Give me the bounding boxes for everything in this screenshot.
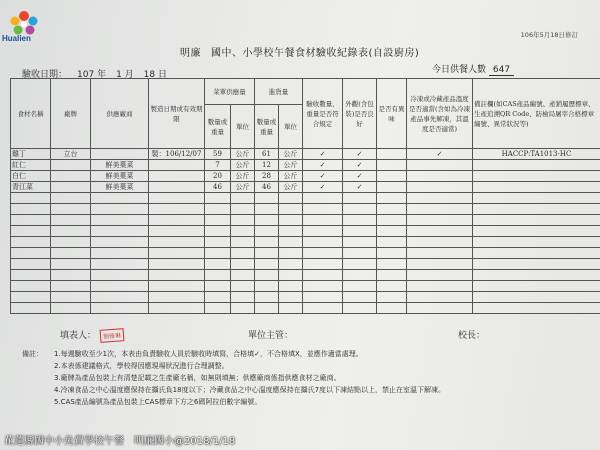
cell-name: 紅仁 [11, 160, 51, 171]
cell-appearance [343, 303, 377, 314]
meal-count [432, 62, 514, 75]
cell-recv-qty [255, 303, 279, 314]
cell-cert [473, 259, 600, 270]
notes-list [22, 348, 445, 408]
cell-mfg [149, 237, 205, 248]
table-row [11, 149, 600, 160]
cell-frozen [407, 237, 473, 248]
cell-name [11, 281, 51, 292]
cell-appearance: ✓ [343, 171, 377, 182]
col-header-recv-group: 進貨量 [255, 79, 303, 105]
cell-mfg [149, 303, 205, 314]
cell-recv-unit [279, 292, 303, 303]
col-header-cert: 備註欄(如CAS產品編號、產銷履歷標章、生產追溯QR Code、防檢局屠宰合格標章編號、異常狀況等) [473, 79, 600, 149]
cell-frozen [407, 281, 473, 292]
date-month: 1 月 [116, 70, 134, 80]
cell-odor [377, 215, 407, 226]
table-row [11, 281, 600, 292]
cell-odor [377, 281, 407, 292]
cell-cert [473, 303, 600, 314]
cell-cert [473, 171, 600, 182]
cell-cert [473, 226, 600, 237]
cell-mfg [149, 226, 205, 237]
cell-cert [473, 281, 600, 292]
meal-count-value: 647 [489, 65, 514, 76]
col-header-menu-unit: 單位 [231, 105, 255, 149]
cell-menu-qty [205, 303, 231, 314]
cell-odor [377, 182, 407, 193]
cell-recv-unit [279, 270, 303, 281]
date-year: 107 年 [77, 70, 107, 80]
cell-check: ✓ [303, 149, 343, 160]
table-row [11, 248, 600, 259]
cell-name: 白仁 [11, 171, 51, 182]
cell-menu-qty [205, 204, 231, 215]
cell-cert [473, 182, 600, 193]
cell-appearance: ✓ [343, 182, 377, 193]
photo-caption: 花蓮縣國中小免費學校午餐 明廉國小@2018/1/18 [4, 436, 236, 447]
cell-appearance [343, 259, 377, 270]
cell-mfg: 製：106/12/07 [149, 149, 205, 160]
cell-menu-unit [231, 193, 255, 204]
cell-brand [51, 171, 91, 182]
note-item: 2.本表係建議格式，學校得因應現場狀況進行合理調整。 [54, 362, 229, 370]
col-header-mfg: 製造日期或有效期限 [149, 79, 205, 149]
note-item: 1.每週驗收至少1次，本表由負責驗收人員於驗收時填寫，合格填✓，不合格填X，並應作適當處理。 [54, 350, 363, 358]
cell-odor [377, 193, 407, 204]
cell-appearance [343, 292, 377, 303]
cell-menu-unit [231, 303, 255, 314]
col-header-recv-qty: 數量或重量 [255, 105, 279, 149]
col-header-vendor: 供應廠商 [91, 79, 149, 149]
cell-vendor: 鮮美菓菜 [91, 182, 149, 193]
cell-odor [377, 171, 407, 182]
logo-text: Hualien [2, 34, 31, 43]
cell-odor [377, 160, 407, 171]
cell-brand [51, 281, 91, 292]
cell-check [303, 226, 343, 237]
cell-menu-qty [205, 193, 231, 204]
cell-recv-qty [255, 281, 279, 292]
cell-brand [51, 215, 91, 226]
cell-frozen [407, 171, 473, 182]
table-row [11, 303, 600, 314]
cell-frozen [407, 182, 473, 193]
col-header-frozen: 冷凍或冷藏產品溫度是否適當(含如為冷凍產品事先解凍，其溫度是否適當) [407, 79, 473, 149]
cell-brand [51, 160, 91, 171]
cell-mfg [149, 259, 205, 270]
cell-menu-qty: 59 [205, 149, 231, 160]
cell-appearance [343, 270, 377, 281]
cell-recv-unit [279, 248, 303, 259]
cell-mfg [149, 248, 205, 259]
cell-brand [51, 182, 91, 193]
inspection-table [10, 78, 600, 314]
table-row [11, 160, 600, 171]
cell-vendor [91, 270, 149, 281]
cell-vendor [91, 237, 149, 248]
cell-check [303, 270, 343, 281]
cell-menu-qty [205, 226, 231, 237]
cell-brand [51, 226, 91, 237]
cell-menu-qty [205, 259, 231, 270]
cell-appearance [343, 248, 377, 259]
cell-recv-unit: 公斤 [279, 171, 303, 182]
cell-check [303, 259, 343, 270]
cell-name [11, 259, 51, 270]
cell-recv-unit [279, 281, 303, 292]
cell-appearance [343, 204, 377, 215]
cell-vendor [91, 193, 149, 204]
cell-vendor [91, 149, 149, 160]
cell-brand [51, 237, 91, 248]
cell-name [11, 193, 51, 204]
table-body [11, 149, 600, 314]
cell-appearance: ✓ [343, 149, 377, 160]
cell-recv-unit [279, 215, 303, 226]
form-title [180, 44, 419, 59]
cell-cert [473, 160, 600, 171]
cell-appearance [343, 281, 377, 292]
date-day: 18 日 [143, 70, 167, 80]
cell-menu-qty [205, 248, 231, 259]
cell-recv-unit [279, 226, 303, 237]
revision-date: 106年5月18日修訂 [520, 31, 578, 39]
cell-vendor [91, 259, 149, 270]
cell-frozen [407, 215, 473, 226]
cell-mfg [149, 193, 205, 204]
cell-cert [473, 292, 600, 303]
col-header-recv-unit: 單位 [279, 105, 303, 149]
cell-mfg [149, 204, 205, 215]
cell-frozen [407, 259, 473, 270]
col-header-appearance: 外觀(含包裝)是否良好 [343, 79, 377, 149]
title-text: 國中、小學校午餐食材驗收紀錄表(自設廚房) [211, 48, 420, 59]
notes-label: 備註： [22, 350, 43, 358]
cell-menu-unit [231, 281, 255, 292]
cell-vendor: 鮮美菓菜 [91, 171, 149, 182]
note-item: 3.廠牌為產品包裝上有清楚記載之生產廠名稱，如無則填無；供應廠商係指供應食材之廠商。 [54, 374, 341, 382]
cell-recv-qty [255, 248, 279, 259]
cell-vendor [91, 204, 149, 215]
cell-menu-qty [205, 215, 231, 226]
cell-mfg [149, 292, 205, 303]
cell-check [303, 204, 343, 215]
cell-recv-qty [255, 270, 279, 281]
cell-check [303, 237, 343, 248]
cell-odor [377, 259, 407, 270]
cell-recv-qty [255, 226, 279, 237]
cell-cert [473, 248, 600, 259]
cell-vendor [91, 303, 149, 314]
cell-recv-qty [255, 193, 279, 204]
cell-name [11, 270, 51, 281]
cell-cert: HACCP:TA1013-HC [473, 149, 600, 160]
cell-odor [377, 248, 407, 259]
cell-recv-unit: 公斤 [279, 149, 303, 160]
cell-cert [473, 193, 600, 204]
cell-recv-unit: 公斤 [279, 182, 303, 193]
cell-brand [51, 270, 91, 281]
filler-label: 填表人： [60, 331, 97, 341]
cell-recv-qty: 61 [255, 149, 279, 160]
cell-frozen [407, 226, 473, 237]
cell-mfg [149, 215, 205, 226]
col-header-menu-qty: 數量或重量 [205, 105, 231, 149]
stamp-seal: 簡雅琳 [100, 328, 125, 343]
table-row [11, 259, 600, 270]
cell-mfg [149, 270, 205, 281]
cell-appearance [343, 215, 377, 226]
school-name: 明廉 [180, 48, 201, 59]
cell-vendor [91, 248, 149, 259]
cell-recv-unit: 公斤 [279, 160, 303, 171]
cell-menu-unit [231, 270, 255, 281]
cell-odor [377, 237, 407, 248]
cell-menu-unit [231, 237, 255, 248]
cell-vendor [91, 281, 149, 292]
cell-odor [377, 270, 407, 281]
col-header-menu-group: 菜單供應量 [205, 79, 255, 105]
cell-name: 雞丁 [11, 149, 51, 160]
cell-menu-unit [231, 215, 255, 226]
cell-mfg [149, 182, 205, 193]
cell-appearance [343, 193, 377, 204]
note-item: 4.冷凍食品之中心溫度應保持在攝氏負18度以下；冷藏食品之中心溫度應保持在攝氏7度以下凍結點以上，禁止在室溫下解凍。 [54, 386, 446, 394]
cell-vendor [91, 215, 149, 226]
cell-menu-qty: 20 [205, 171, 231, 182]
cell-frozen: ✓ [407, 149, 473, 160]
cell-menu-unit: 公斤 [231, 171, 255, 182]
table-row [11, 292, 600, 303]
cell-name [11, 215, 51, 226]
cell-menu-unit [231, 248, 255, 259]
table-row [11, 270, 600, 281]
cell-appearance: ✓ [343, 160, 377, 171]
cell-vendor [91, 226, 149, 237]
cell-odor [377, 303, 407, 314]
filler-signature [60, 328, 124, 342]
cell-cert [473, 204, 600, 215]
cell-menu-unit [231, 292, 255, 303]
cell-check [303, 215, 343, 226]
cell-brand: 立台 [51, 149, 91, 160]
cell-menu-qty: 7 [205, 160, 231, 171]
cell-brand [51, 204, 91, 215]
cell-name [11, 292, 51, 303]
cell-cert [473, 215, 600, 226]
cell-name: 青江菜 [11, 182, 51, 193]
cell-menu-qty: 46 [205, 182, 231, 193]
cell-recv-qty: 28 [255, 171, 279, 182]
cell-brand [51, 259, 91, 270]
cell-menu-qty [205, 237, 231, 248]
cell-recv-qty: 46 [255, 182, 279, 193]
cell-appearance [343, 237, 377, 248]
cell-menu-unit: 公斤 [231, 160, 255, 171]
cell-recv-qty [255, 259, 279, 270]
cell-recv-unit [279, 259, 303, 270]
cell-recv-qty [255, 292, 279, 303]
table-row [11, 226, 600, 237]
col-header-check: 驗收數量、重量是否符合規定 [303, 79, 343, 149]
cell-frozen [407, 270, 473, 281]
cell-menu-qty [205, 270, 231, 281]
cell-check [303, 303, 343, 314]
supervisor-label: 單位主管： [248, 331, 294, 341]
table-row [11, 193, 600, 204]
supervisor-signature [248, 328, 293, 341]
cell-check [303, 193, 343, 204]
cell-menu-unit [231, 226, 255, 237]
cell-recv-qty [255, 215, 279, 226]
cell-name [11, 226, 51, 237]
cell-name [11, 248, 51, 259]
cell-recv-unit [279, 303, 303, 314]
principal-signature [458, 328, 485, 341]
table-row [11, 215, 600, 226]
cell-recv-qty [255, 237, 279, 248]
cell-odor [377, 204, 407, 215]
col-header-brand: 廠牌 [51, 79, 91, 149]
cell-cert [473, 237, 600, 248]
cell-brand [51, 303, 91, 314]
col-header-name: 食材名稱 [11, 79, 51, 149]
cell-mfg [149, 171, 205, 182]
cell-odor [377, 292, 407, 303]
cell-vendor [91, 292, 149, 303]
cell-check: ✓ [303, 171, 343, 182]
cell-check [303, 248, 343, 259]
cell-frozen [407, 160, 473, 171]
cell-brand [51, 248, 91, 259]
cell-vendor: 鮮美菓菜 [91, 160, 149, 171]
cell-check: ✓ [303, 182, 343, 193]
cell-mfg [149, 160, 205, 171]
cell-recv-qty [255, 204, 279, 215]
cell-frozen [407, 292, 473, 303]
cell-recv-unit [279, 204, 303, 215]
cell-menu-qty [205, 292, 231, 303]
cell-menu-qty [205, 281, 231, 292]
cell-menu-unit: 公斤 [231, 182, 255, 193]
col-header-odor: 是否有異味 [377, 79, 407, 149]
cell-frozen [407, 303, 473, 314]
cell-frozen [407, 204, 473, 215]
principal-label: 校長： [458, 331, 486, 341]
table-row [11, 204, 600, 215]
cell-recv-qty: 12 [255, 160, 279, 171]
cell-name [11, 237, 51, 248]
table-row [11, 182, 600, 193]
cell-brand [51, 193, 91, 204]
cell-recv-unit [279, 193, 303, 204]
cell-check [303, 292, 343, 303]
cell-cert [473, 270, 600, 281]
cell-check [303, 281, 343, 292]
note-item: 5.CAS產品編號為產品包裝上CAS標章下方之6碼阿拉伯數字編號。 [54, 398, 262, 406]
cell-recv-unit [279, 237, 303, 248]
cell-menu-unit [231, 259, 255, 270]
table-row [11, 171, 600, 182]
cell-name [11, 303, 51, 314]
cell-frozen [407, 193, 473, 204]
date-label: 驗收日期： [22, 70, 68, 80]
cell-frozen [407, 248, 473, 259]
cell-appearance [343, 226, 377, 237]
cell-check: ✓ [303, 160, 343, 171]
cell-odor [377, 149, 407, 160]
notes-section [22, 348, 445, 408]
cell-brand [51, 292, 91, 303]
cell-mfg [149, 281, 205, 292]
cell-menu-unit: 公斤 [231, 149, 255, 160]
meal-count-label: 今日供餐人數 [432, 65, 487, 75]
cell-name [11, 204, 51, 215]
cell-odor [377, 226, 407, 237]
table-row [11, 237, 600, 248]
cell-menu-unit [231, 204, 255, 215]
